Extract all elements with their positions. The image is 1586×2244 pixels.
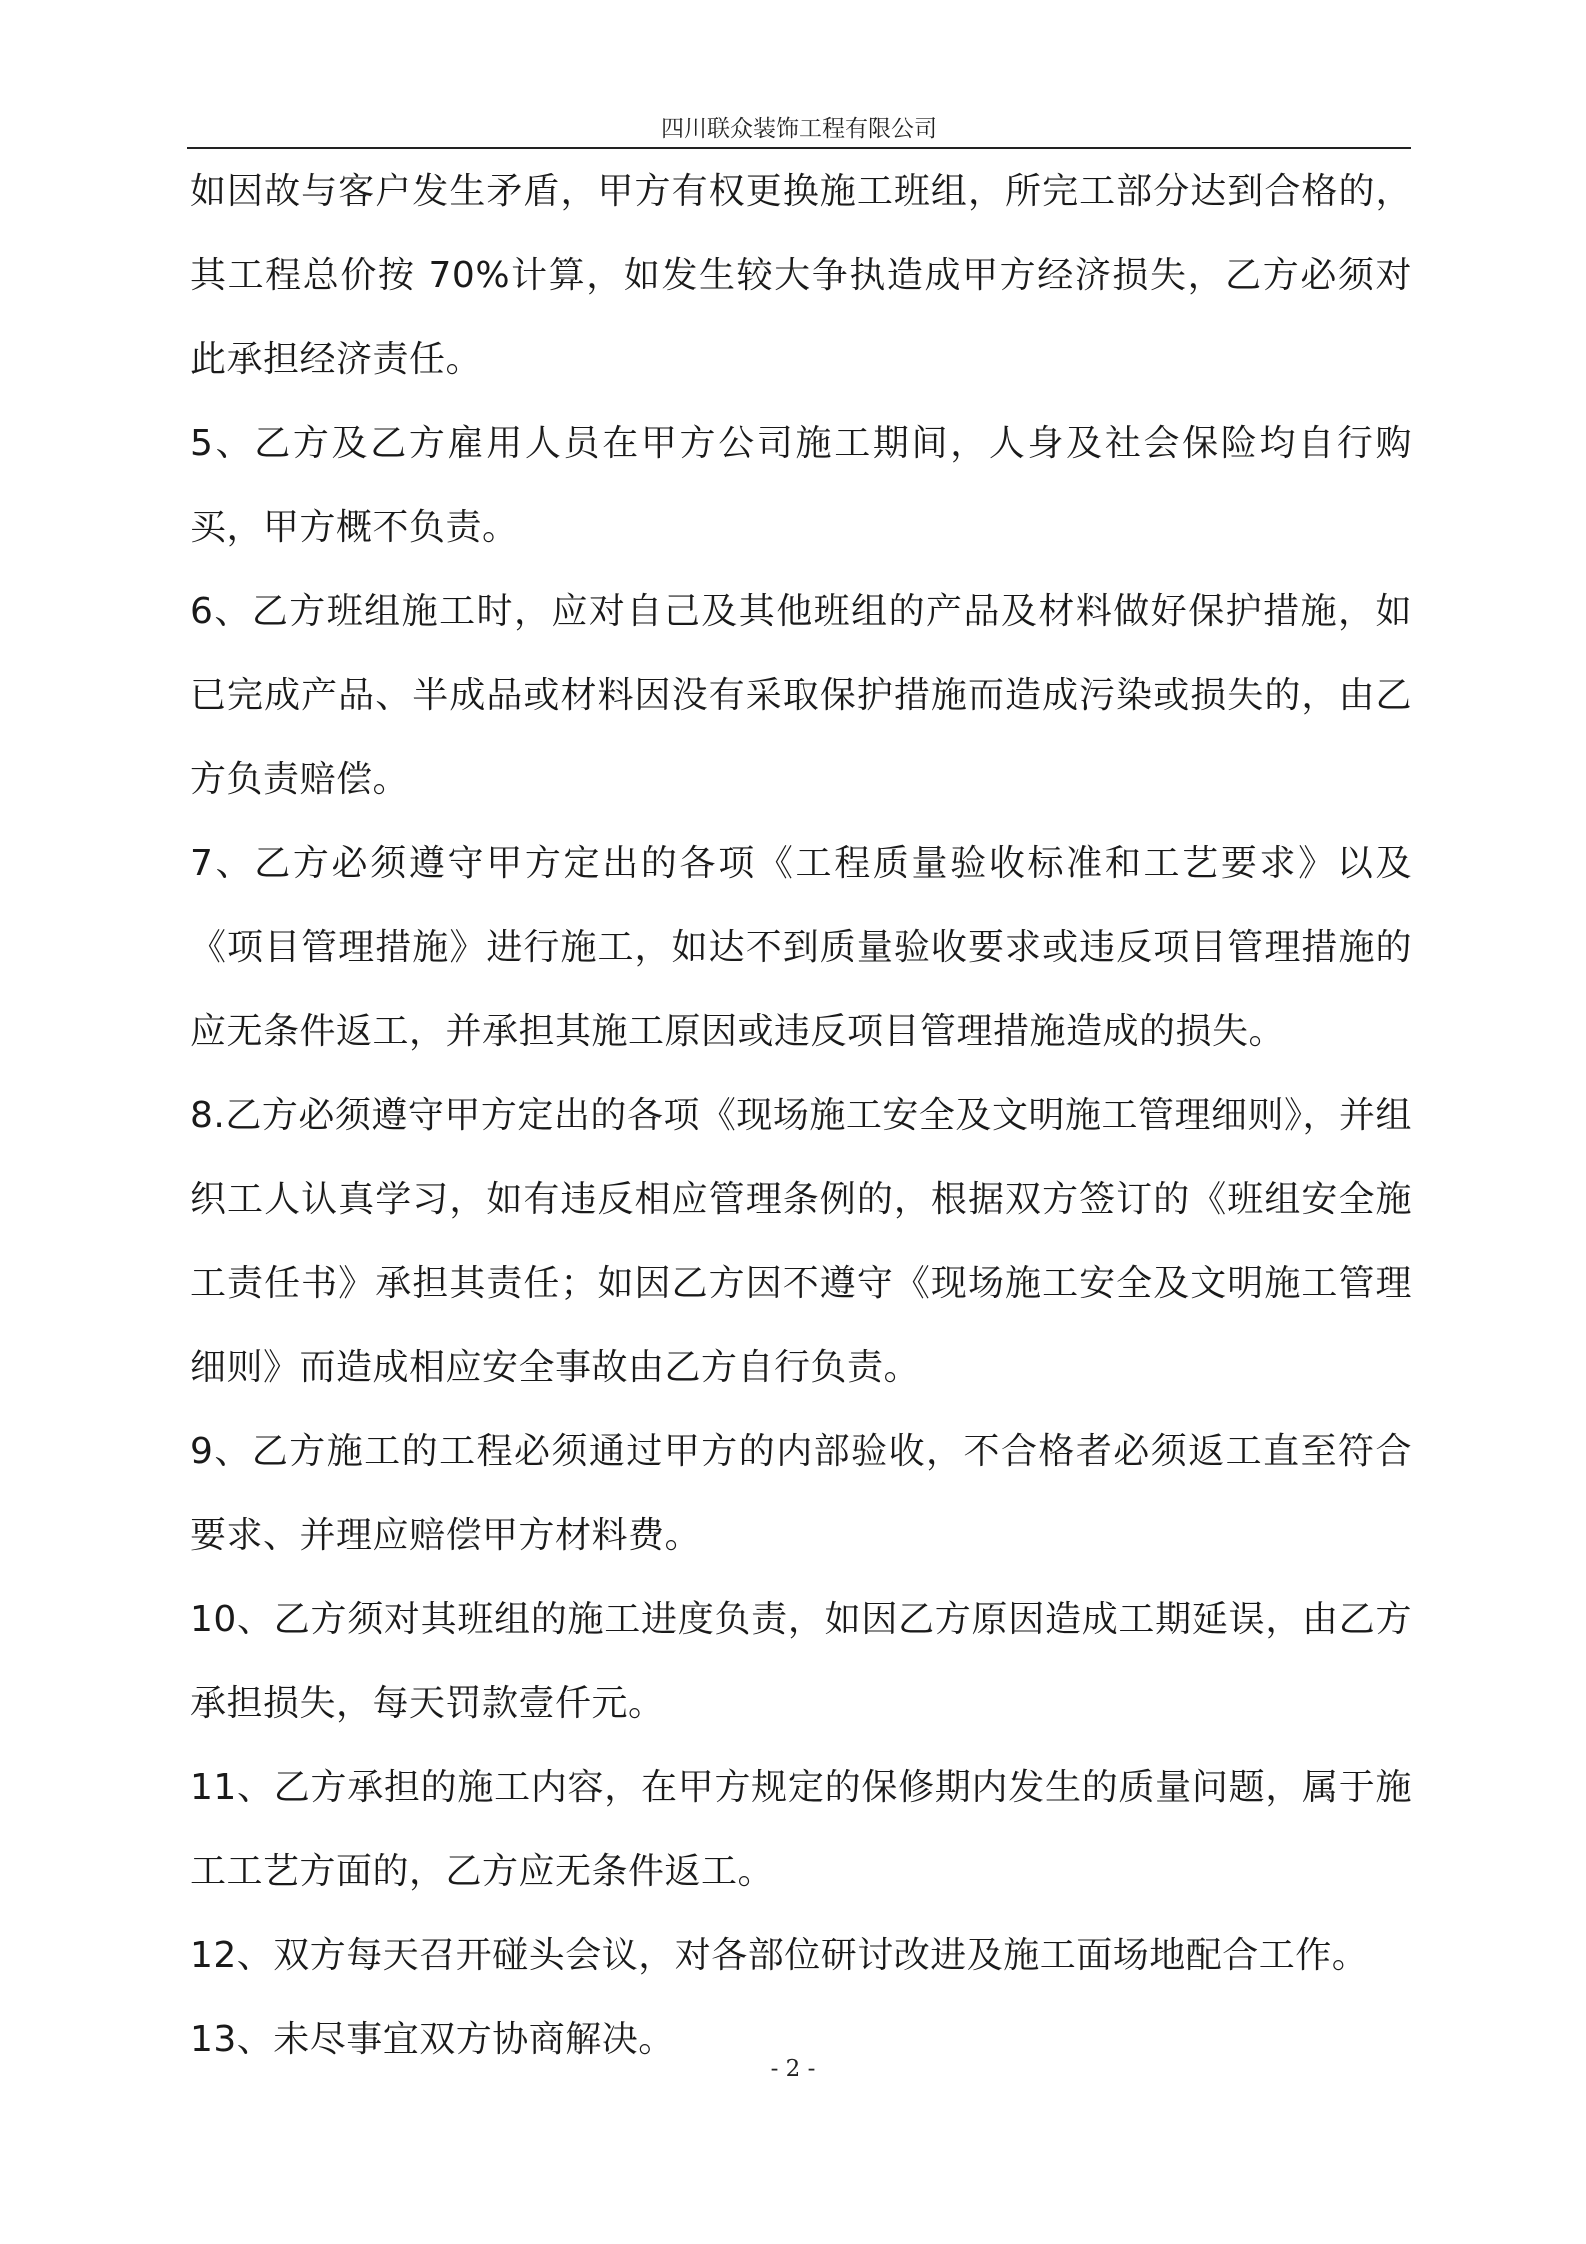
paragraph-continuation: 如因故与客户发生矛盾，甲方有权更换施工班组，所完工部分达到合格的，其工程总价按 70%计算，如发生较大争执造成甲方经济损失，乙方必须对此承担经济责任。 — [190, 171, 1412, 380]
page-number: - 2 - — [770, 2056, 816, 2082]
clause-12: 12、双方每天召开碰头会议，对各部位研讨改进及施工面场地配合工作。 — [190, 1935, 1369, 1976]
clause-8: 8.乙方必须遵守甲方定出的各项《现场施工安全及文明施工管理细则》，并组织工人认真学习，如有违反相应管理条例的，根据双方签订的《班组安全施工责任书》承担其责任；如因乙方因不遵守《现场施工安全及文明施工管理细则》而造成相应安全事故由乙方自行负责。 — [190, 1095, 1412, 1388]
clause-9: 9、乙方施工的工程必须通过甲方的内部验收，不合格者必须返工直至符合要求、并理应赔偿甲方材料费。 — [190, 1431, 1412, 1556]
contract-body — [190, 150, 1412, 2082]
clause-6: 6、乙方班组施工时，应对自己及其他班组的产品及材料做好保护措施，如已完成产品、半成品或材料因没有采取保护措施而造成污染或损失的，由乙方负责赔偿。 — [190, 591, 1412, 800]
page-header-company: 四川联众装饰工程有限公司 — [661, 116, 937, 142]
clause-10: 10、乙方须对其班组的施工进度负责，如因乙方原因造成工期延误，由乙方承担损失，每天罚款壹仟元。 — [190, 1599, 1412, 1724]
header-divider — [187, 147, 1411, 149]
clause-11: 11、乙方承担的施工内容，在甲方规定的保修期内发生的质量问题，属于施工工艺方面的，乙方应无条件返工。 — [190, 1767, 1412, 1892]
clause-5: 5、乙方及乙方雇用人员在甲方公司施工期间，人身及社会保险均自行购买，甲方概不负责。 — [190, 423, 1412, 548]
clause-7: 7、乙方必须遵守甲方定出的各项《工程质量验收标准和工艺要求》以及《项目管理措施》进行施工，如达不到质量验收要求或违反项目管理措施的应无条件返工，并承担其施工原因或违反项目管理措施造成的损失。 — [190, 843, 1412, 1052]
clause-13: 13、未尽事宜双方协商解决。 — [190, 2019, 675, 2060]
